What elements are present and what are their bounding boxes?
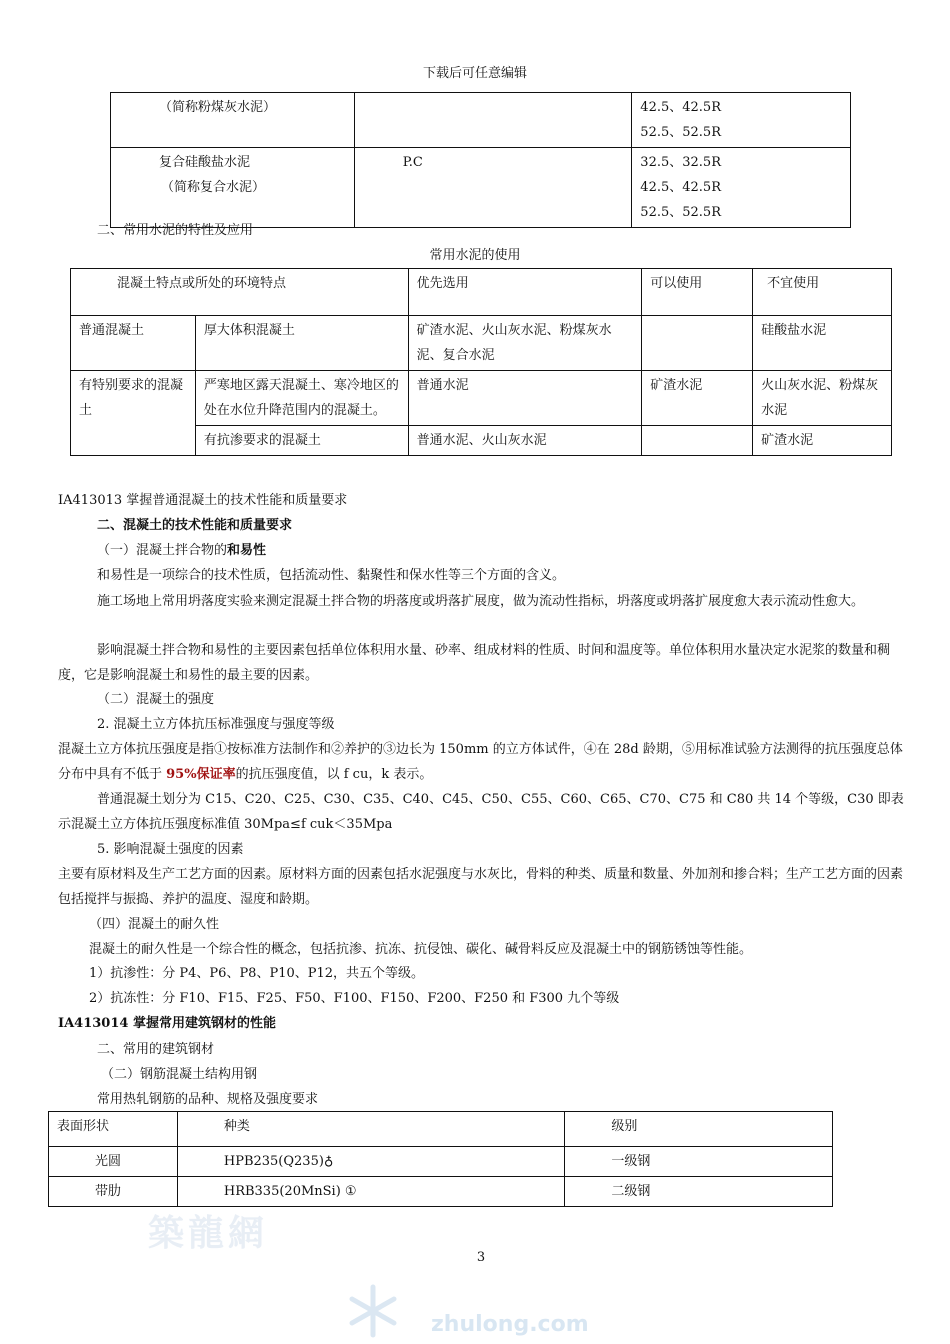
highlight-text: 95%保证率 (166, 767, 236, 782)
paragraph: 混凝土立方体抗压强度是指①按标准方法制作和②养护的③边长为 150mm 的立方体试件，④在 28d 龄期，⑤用标准试验方法测得的抗压强度总体分布中具有不低于 95%保证率的抗压强度值，以 f cu，k 表示。 (58, 742, 903, 782)
table-row (111, 148, 851, 228)
table-cell: 硅酸盐水泥 (753, 316, 892, 371)
paragraph: 混凝土的耐久性是一个综合性的概念，包括抗渗、抗冻、抗侵蚀、碳化、碱骨料反应及混凝土中的钢筋锈蚀等性能。 (89, 942, 753, 957)
paragraph: 2）抗冻性：分 F10、F15、F25、F50、F100、F150、F200、F250 和 F300 九个等级 (89, 991, 620, 1006)
table-header-cell: 可以使用 (642, 269, 753, 316)
table-cell: 带肋 (49, 1177, 178, 1207)
paragraph: 1）抗渗性：分 P4、P6、P8、P10、P12，共五个等级。 (89, 966, 425, 981)
table-cell: 火山灰水泥、粉煤灰水泥 (753, 371, 892, 426)
table-cell (642, 316, 753, 371)
cement-grade-table (110, 92, 851, 228)
table-cell: 矿渣水泥 (642, 371, 753, 426)
item-heading: 2. 混凝土立方体抗压标准强度与强度等级 (97, 717, 335, 732)
cement-usage-table (70, 268, 892, 456)
table-cell: 矿渣水泥 (753, 426, 892, 456)
table-cell: 二级钢 (565, 1177, 833, 1207)
table-cell: 有特别要求的混凝土 (71, 371, 196, 456)
table-row (49, 1177, 833, 1207)
table-cell: 42.5、42.5R 52.5、52.5R (632, 93, 851, 148)
paragraph: 普通混凝土划分为 C15、C20、C25、C30、C35、C40、C45、C50、C55、C60、C65、C70、C75 和 C80 共 14 个等级，C30 即表示混凝土立方体抗压强度标准值 30Mpa≤f cuk＜35Mpa (58, 792, 904, 832)
paragraph: 影响混凝土拌合物和易性的主要因素包括单位体积用水量、砂率、组成材料的性质、时间和温度等。单位体积用水量决定水泥浆的数量和稠度，它是影响混凝土和易性的最主要的因素。 (58, 643, 891, 683)
page-header: 下载后可任意编辑 (422, 66, 527, 81)
table-row (71, 371, 892, 426)
table-header-cell: 种类 (177, 1112, 565, 1147)
table-cell: 32.5、32.5R 42.5、42.5R 52.5、52.5R (632, 148, 851, 228)
table-cell: 复合硅酸盐水泥 （简称复合水泥） (111, 148, 355, 228)
subsection-heading: （二）钢筋混凝土结构用钢 (101, 1067, 258, 1082)
item-heading: 5. 影响混凝土强度的因素 (97, 842, 244, 857)
snowflake-icon (345, 1283, 401, 1343)
table-row (71, 269, 892, 316)
table-cell: HPB235(Q235)♁ (177, 1147, 565, 1177)
subsection-heading: （一）混凝土拌合物的和易性 (97, 543, 267, 558)
table-cell: 一级钢 (565, 1147, 833, 1177)
table-cell: （简称粉煤灰水泥） (111, 93, 355, 148)
paragraph: 和易性是一项综合的技术性质，包括流动性、黏聚性和保水性等三个方面的含义。 (97, 568, 566, 583)
section-heading: 二、常用水泥的特性及应用 (97, 223, 254, 238)
page-number: 3 (476, 1250, 486, 1265)
table-row (71, 316, 892, 371)
table-cell: HRB335(20MnSi) ① (177, 1177, 565, 1207)
table-header-cell: 优先选用 (408, 269, 642, 316)
table-caption: 常用水泥的使用 (429, 248, 521, 263)
subsection-heading: （二）混凝土的强度 (97, 692, 215, 707)
table-cell (642, 426, 753, 456)
watermark-url: zhulong.com (431, 1312, 589, 1337)
table-cell: 普通混凝土 (71, 316, 196, 371)
section-heading: 二、混凝土的技术性能和质量要求 (97, 518, 293, 533)
topic-code-heading: IA413014 掌握常用建筑钢材的性能 (58, 1016, 276, 1031)
table-row (49, 1147, 833, 1177)
table-cell: 普通水泥、火山灰水泥 (408, 426, 642, 456)
table-cell: P.C (354, 148, 632, 228)
table-cell: 厚大体积混凝土 (195, 316, 408, 371)
subsection-heading: （四）混凝土的耐久性 (89, 917, 220, 932)
topic-code-heading: IA413013 掌握普通混凝土的技术性能和质量要求 (58, 493, 348, 508)
table-header-cell: 混凝土特点或所处的环境特点 (71, 269, 409, 316)
section-heading: 二、常用的建筑钢材 (97, 1042, 215, 1057)
watermark-logo: 築龍網 (148, 1212, 269, 1254)
paragraph: 施工场地上常用坍落度实验来测定混凝土拌合物的坍落度或坍落扩展度，做为流动性指标，坍落度或坍落扩展度愈大表示流动性愈大。 (97, 594, 865, 609)
table-cell: 有抗渗要求的混凝土 (195, 426, 408, 456)
table-header-cell: 表面形状 (49, 1112, 178, 1147)
table-cell: 普通水泥 (408, 371, 642, 426)
rebar-table (48, 1111, 833, 1207)
table-cell: 矿渣水泥、火山灰水泥、粉煤灰水泥、复合水泥 (408, 316, 642, 371)
paragraph: 主要有原材料及生产工艺方面的因素。原材料方面的因素包括水泥强度与水灰比，骨料的种类、质量和数量、外加剂和掺合料；生产工艺方面的因素包括搅拌与振捣、养护的温度、湿度和龄期。 (58, 867, 904, 907)
table-cell: 严寒地区露天混凝土、寒冷地区的处在水位升降范围内的混凝土。 (195, 371, 408, 426)
table-row (49, 1112, 833, 1147)
table-header-cell: 不宜使用 (753, 269, 892, 316)
table-cell: 光圆 (49, 1147, 178, 1177)
table-cell (354, 93, 632, 148)
table-header-cell: 级别 (565, 1112, 833, 1147)
table-row (111, 93, 851, 148)
table-caption: 常用热轧钢筋的品种、规格及强度要求 (97, 1092, 319, 1107)
